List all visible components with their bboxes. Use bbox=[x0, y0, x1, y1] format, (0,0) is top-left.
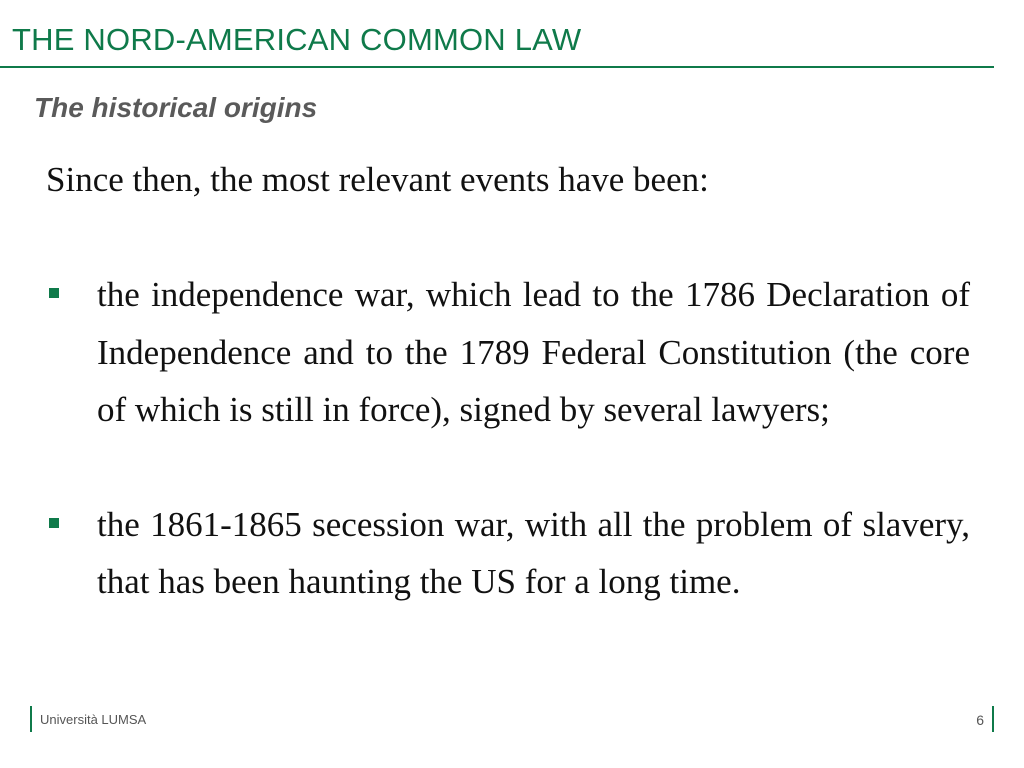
list-item bbox=[46, 266, 970, 439]
intro-text: Since then, the most relevant events have been: bbox=[46, 160, 709, 199]
bullet-text: the independence war, which lead to the 1786 Declaration of Independence and to the 1789 Federal Constitution (the core of which is still in force), signed by several lawyers; bbox=[97, 275, 970, 429]
square-bullet-icon bbox=[49, 518, 59, 528]
footer-divider-right bbox=[992, 706, 994, 732]
page-number: 6 bbox=[976, 712, 984, 728]
slide-title: THE NORD-AMERICAN COMMON LAW bbox=[12, 22, 582, 57]
footer-divider-left bbox=[30, 706, 32, 732]
footer-institution: Università LUMSA bbox=[40, 712, 147, 727]
list-item bbox=[46, 496, 970, 611]
slide-subtitle: The historical origins bbox=[34, 92, 318, 123]
bullet-list bbox=[46, 266, 970, 611]
square-bullet-icon bbox=[49, 288, 59, 298]
bullet-text: the 1861-1865 secession war, with all the problem of slavery, that has been haunting the US for a long time. bbox=[97, 504, 970, 601]
title-divider bbox=[0, 66, 994, 68]
